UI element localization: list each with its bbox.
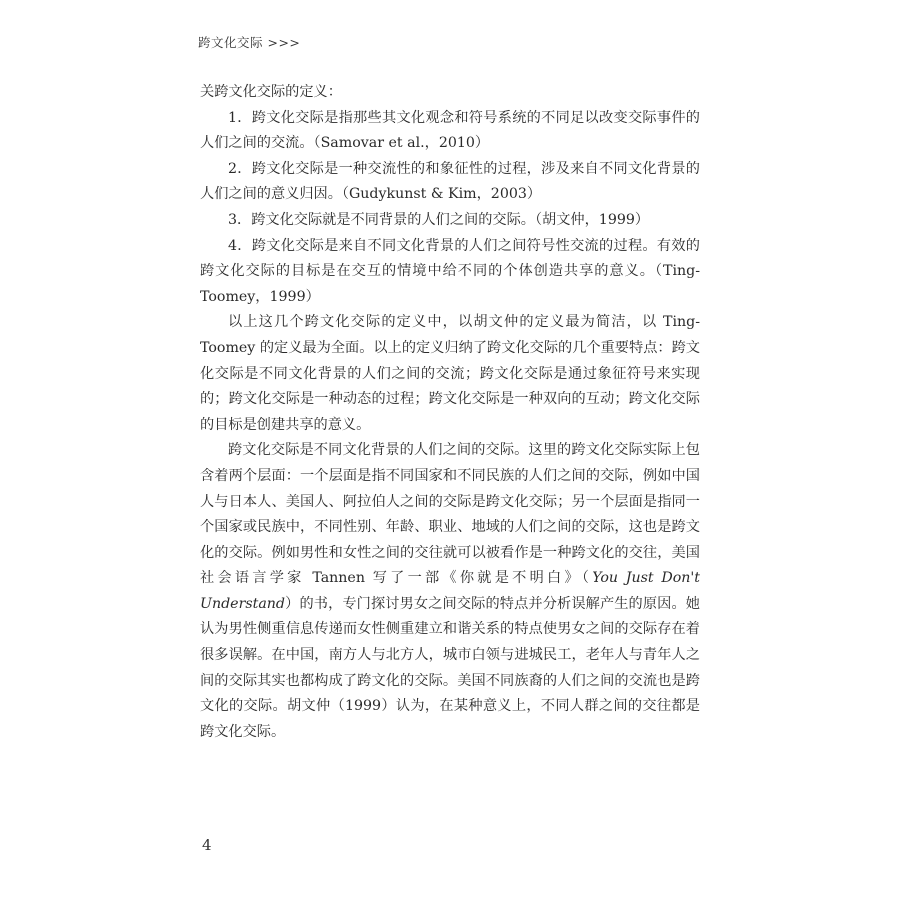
- definition-item: 1．跨文化交际是指那些其文化观念和符号系统的不同足以改变交际事件的人们之间的交流。（Samovar et al.，2010）: [200, 109, 700, 152]
- book-title-english: You Just Don't Understand: [200, 570, 700, 612]
- levels-paragraph-part1: 跨文化交际是不同文化背景的人们之间的交际。这里的跨文化交际实际上包含着两个层面：一个层面是指不同国家和不同民族的人们之间的交际，例如中国人与日本人、美国人、阿拉伯人之间的交际是跨文化交际；另一个层面是指同一个国家或民族中，不同性别、年龄、职业、地域的人们之间的交际，这也是跨文化的交际。例如男性和女性之间的交往就可以被看作是一种跨文化的交往，美国社会语言学家 Tannen 写了一部《你就是不明白》（: [200, 442, 700, 587]
- definitions-intro: 关跨文化交际的定义：: [200, 84, 342, 100]
- levels-paragraph-part2: ）的书，专门探讨男女之间交际的特点并分析误解产生的原因。她认为男性侧重信息传递而女性侧重建立和谐关系的特点使男女之间的交际存在着很多误解。在中国，南方人与北方人，城市白领与进城民工，老年人与青年人之间的交际其实也都构成了跨文化的交际。美国不同族裔的人们之间的交流也是跨文化的交际。胡文仲（1999）认为，在某种意义上，不同人群之间的交往都是跨文化交际。: [200, 595, 700, 740]
- running-header: 跨文化交际 >>>: [198, 35, 301, 50]
- definition-item: 4．跨文化交际是来自不同文化背景的人们之间符号性交流的过程。有效的跨文化交际的目标是在交互的情境中给不同的个体创造共享的意义。（Ting-Toomey，1999）: [200, 237, 700, 305]
- definition-item: 3．跨文化交际就是不同背景的人们之间的交际。（胡文仲，1999）: [228, 211, 650, 228]
- definition-item: 2．跨文化交际是一种交流性的和象征性的过程，涉及来自不同文化背景的人们之间的意义归因。（Gudykunst & Kim，2003）: [200, 160, 700, 203]
- page-body: [200, 80, 700, 745]
- summary-paragraph: 以上这几个跨文化交际的定义中，以胡文仲的定义最为简洁，以 Ting-Toomey 的定义最为全面。以上的定义归纳了跨文化交际的几个重要特点：跨文化交际是不同文化背景的人们之间的交流；跨文化交际是通过象征符号来实现的；跨文化交际是一种动态的过程；跨文化交际是一种双向的互动；跨文化交际的目标是创建共享的意义。: [200, 314, 700, 433]
- levels-paragraph: [200, 438, 700, 745]
- page-number: 4: [202, 836, 212, 854]
